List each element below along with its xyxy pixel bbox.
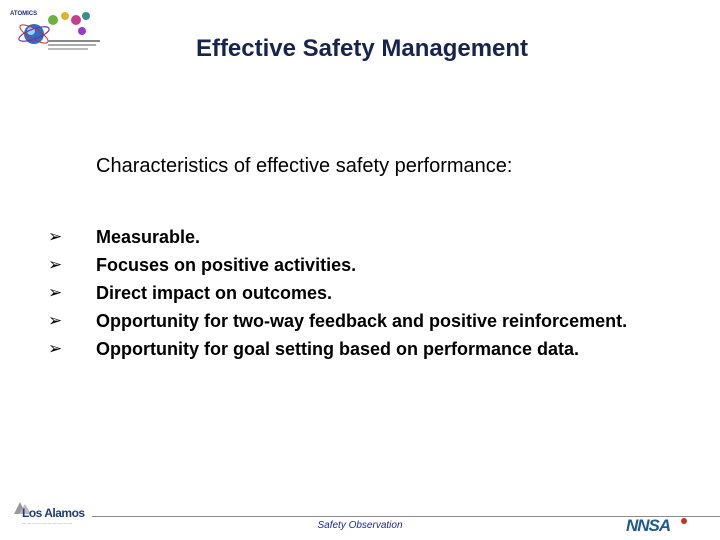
list-item [48,251,627,279]
page-title: Effective Safety Management [195,35,529,62]
los-alamos-logo-text: Los Alamos [22,506,85,520]
svg-text:NNSA: NNSA [626,516,671,535]
list-item-text: Focuses on positive activities. [96,254,357,275]
list-item [48,335,627,363]
list-item-text: Measurable. [96,226,201,247]
arrow-bullet-icon: ➢ [48,311,63,330]
section-subtitle: Characteristics of effective safety performance: [96,155,513,177]
los-alamos-logo-subtext: — — — — — — — — — — [22,520,73,525]
list-item [48,279,627,307]
list-item-text: Direct impact on outcomes. [96,282,333,303]
list-item [48,223,627,251]
arrow-bullet-icon: ➢ [48,255,63,274]
arrow-bullet-icon: ➢ [48,283,63,302]
list-item [48,307,627,335]
svg-text:ATOMICS: ATOMICS [10,11,38,17]
list-item-text: Opportunity for goal setting based on performance data. [96,338,580,359]
arrow-bullet-icon: ➢ [48,339,63,358]
footer-label: Safety Observation [317,520,403,531]
characteristics-list [48,223,627,363]
arrow-bullet-icon: ➢ [48,227,63,246]
nnsa-logo [624,514,694,536]
list-item-text: Opportunity for two-way feedback and positive reinforcement. [96,310,628,331]
